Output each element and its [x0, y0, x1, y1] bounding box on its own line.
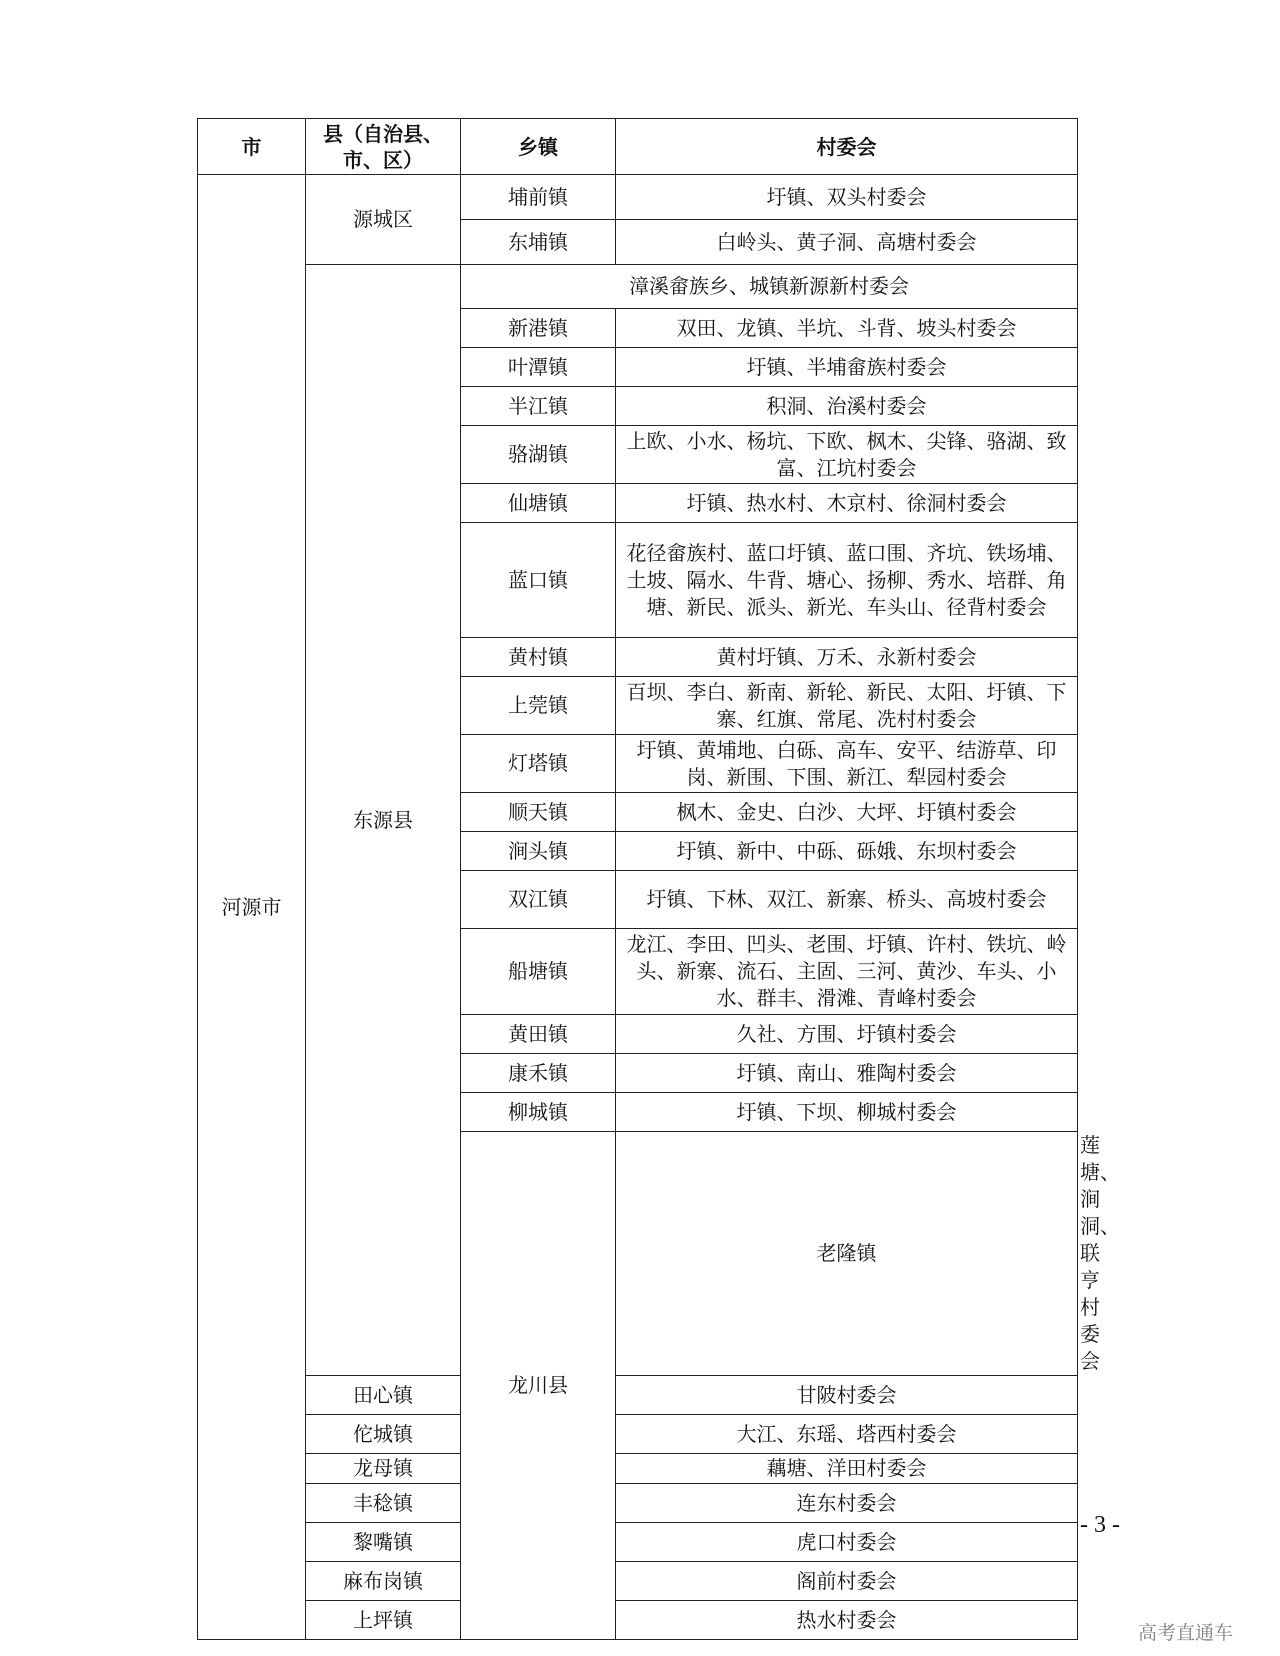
villages-cell: 圩镇、新中、中砾、砾娥、东坝村委会 — [616, 832, 1078, 871]
town-cell: 新港镇 — [461, 309, 616, 348]
villages-cell: 圩镇、下坝、柳城村委会 — [616, 1093, 1078, 1132]
table-row — [198, 1601, 1078, 1640]
town-cell: 仙塘镇 — [461, 484, 616, 523]
table-row — [198, 1415, 1078, 1454]
table-row — [198, 1523, 1078, 1562]
villages-cell: 阁前村委会 — [616, 1562, 1078, 1601]
village-committee-table — [197, 118, 1120, 1640]
town-cell: 骆湖镇 — [461, 426, 616, 484]
villages-cell: 圩镇、南山、雅陶村委会 — [616, 1054, 1078, 1093]
town-cell: 黄村镇 — [461, 638, 616, 677]
town-cell: 半江镇 — [461, 387, 616, 426]
town-cell: 黎嘴镇 — [306, 1523, 461, 1562]
town-cell: 佗城镇 — [306, 1415, 461, 1454]
town-cell: 康禾镇 — [461, 1054, 616, 1093]
villages-cell: 黄村圩镇、万禾、永新村委会 — [616, 638, 1078, 677]
table-row — [198, 175, 1078, 220]
villages-cell: 热水村委会 — [616, 1601, 1078, 1640]
town-cell: 顺天镇 — [461, 793, 616, 832]
table-row — [198, 1484, 1078, 1523]
villages-cell: 大江、东瑶、塔西村委会 — [616, 1415, 1078, 1454]
town-cell: 涧头镇 — [461, 832, 616, 871]
town-cell: 田心镇 — [306, 1376, 461, 1415]
villages-cell: 圩镇、半埔畲族村委会 — [616, 348, 1078, 387]
county-cell: 东源县 — [306, 265, 461, 1376]
town-cell: 麻布岗镇 — [306, 1562, 461, 1601]
villages-cell: 圩镇、下林、双江、新寨、桥头、高坡村委会 — [616, 871, 1078, 929]
header-town: 乡镇 — [461, 119, 616, 175]
villages-cell: 圩镇、双头村委会 — [616, 175, 1078, 220]
town-cell: 丰稔镇 — [306, 1484, 461, 1523]
villages-cell: 连东村委会 — [616, 1484, 1078, 1523]
watermark: 高考直通车 — [1138, 1622, 1234, 1644]
villages-cell: 白岭头、黄子洞、高塘村委会 — [616, 220, 1078, 265]
town-cell: 双江镇 — [461, 871, 616, 929]
town-cell: 东埔镇 — [461, 220, 616, 265]
table-row: 龙川县 老隆镇 莲塘、涧洞、联亨村委会 — [198, 1132, 1078, 1376]
town-cell: 上坪镇 — [306, 1601, 461, 1640]
page-number: - 3 - — [1080, 1512, 1120, 1538]
town-cell: 上莞镇 — [461, 677, 616, 735]
villages-cell: 百坝、李白、新南、新轮、新民、太阳、圩镇、下寨、红旗、常尾、冼村村委会 — [616, 677, 1078, 735]
county-cell: 源城区 — [306, 175, 461, 265]
table-row — [198, 1376, 1078, 1415]
header-city: 市 — [198, 119, 306, 175]
town-cell: 老隆镇 — [616, 1132, 1078, 1376]
table-row — [198, 1454, 1078, 1484]
villages-cell: 枫木、金史、白沙、大坪、圩镇村委会 — [616, 793, 1078, 832]
header-county: 县（自治县、市、区） — [306, 119, 461, 175]
villages-cell: 圩镇、热水村、木京村、徐洞村委会 — [616, 484, 1078, 523]
city-cell: 河源市 — [198, 175, 306, 1640]
town-cell: 柳城镇 — [461, 1093, 616, 1132]
town-cell: 船塘镇 — [461, 929, 616, 1015]
villages-cell: 圩镇、黄埔地、白砾、高车、安平、结游草、印岗、新围、下围、新江、犁园村委会 — [616, 735, 1078, 793]
table-row — [198, 265, 1078, 309]
villages-cell: 积洞、治溪村委会 — [616, 387, 1078, 426]
villages-cell: 花径畲族村、蓝口圩镇、蓝口围、齐坑、铁场埔、土坡、隔水、牛背、塘心、扬柳、秀水、培群、角塘、新民、派头、新光、车头山、径背村委会 — [616, 523, 1078, 638]
villages-cell: 龙江、李田、凹头、老围、圩镇、许村、铁坑、岭头、新寨、流石、主固、三河、黄沙、车头、小水、群丰、滑滩、青峰村委会 — [616, 929, 1078, 1015]
villages-cell: 虎口村委会 — [616, 1523, 1078, 1562]
town-cell: 灯塔镇 — [461, 735, 616, 793]
villages-cell: 双田、龙镇、半坑、斗背、坡头村委会 — [616, 309, 1078, 348]
villages-cell: 上欧、小水、杨坑、下欧、枫木、尖锋、骆湖、致富、江坑村委会 — [616, 426, 1078, 484]
villages-cell: 漳溪畲族乡、城镇新源新村委会 — [461, 265, 1078, 309]
county-cell: 龙川县 — [461, 1132, 616, 1640]
header-villages: 村委会 — [616, 119, 1078, 175]
town-cell: 蓝口镇 — [461, 523, 616, 638]
town-cell: 龙母镇 — [306, 1454, 461, 1484]
town-cell: 埔前镇 — [461, 175, 616, 220]
villages-cell: 甘陂村委会 — [616, 1376, 1078, 1415]
villages-cell: 久社、方围、圩镇村委会 — [616, 1015, 1078, 1054]
table-row — [198, 1562, 1078, 1601]
town-cell: 黄田镇 — [461, 1015, 616, 1054]
town-cell: 叶潭镇 — [461, 348, 616, 387]
header-row — [198, 119, 1078, 175]
villages-cell: 藕塘、洋田村委会 — [616, 1454, 1078, 1484]
